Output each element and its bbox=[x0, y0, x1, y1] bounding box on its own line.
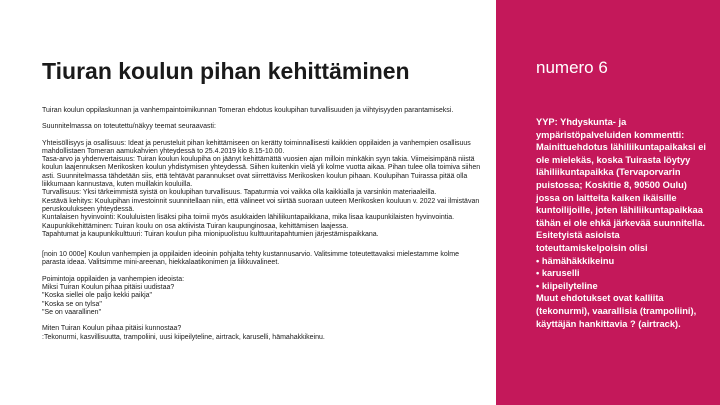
themes-heading: Suunnitelmassa on toteutettu/näkyy teemat seuraavasti: bbox=[42, 123, 216, 131]
sidebar-bullet: • hämähäkkikeinu bbox=[536, 255, 615, 266]
theme-line: Tasa-arvo ja yhdenvertaisuus: Tuiran koulun koulupiha on jäänyt kehittämättä vuosien ajan milloin minkäkin syyn takia. Viimeisimpänä niistä koulun laajennuksen Merikosken koulun yhdistymisen yhteydessä. Siihen kuitenkin vielä yli kolme vuotta aikaa. Pihan tulee olla toimiva siihen asti. Suunnitelmassa tähdetään siis, että tehtävät parannukset ovat siirrettäviss Merikosken koulun pihaan. Koulupihan Tuirassa pitää olla liikkumaan kannustava, kuten muillakin kouluilla. bbox=[42, 156, 481, 189]
sidebar-bullet: • karuselli bbox=[536, 268, 580, 279]
sidebar-line: Muut ehdotukset ovat kalliita (tekonurmi), vaarallisia (trampoliini), käyttäjän hankittavia ? (airtrack). bbox=[536, 293, 697, 329]
cost-paragraph: [noin 10 000e] Koulun vanhempien ja oppilaiden ideoinin pohjalta tehty kustannusarvio. Valitsimme toteutettavaksi mielestamme kolme parasta ideaa. Valitsimme mini-areenan, hiekkalaatikonimen ja liikkuvalineet. bbox=[42, 251, 460, 267]
theme-line: Kestävä kehitys: Koulupihan investoinnit suunnitellaan niin, että välineet voi siirtää suoraan uuteen Merikosken kouluun v. 2022 vai ilmistävan peruskoulukseen yhteydessä. bbox=[42, 197, 480, 213]
sidebar-comment bbox=[536, 116, 712, 330]
theme-line: Kuntalaisen hyvinvointi: Koululuisten lisäksi piha toimii myös asukkaiden lähiliikuntapaikkana, mika lisaa kaupunkilaisten hyvinvointia. bbox=[42, 214, 455, 222]
intro-paragraph: Tuiran koulun oppilaskunnan ja vanhempaintoimikunnan Tomeran ehdotus koulupihan turvallisuuden ja viihtyisyyden parantamiseksi. bbox=[42, 107, 454, 114]
theme-line: Yhteisöllisyys ja osallisuus: Ideat ja perusteluit pihan kehittämiseen on kerätty toiminnallisesti kaikkien oppilaiden ja vanhempien osallisuus mahdollistaen Tomeran aamukahvien yhteydessä to 25.4.2019 klo 8.15-10.00. bbox=[42, 139, 471, 155]
theme-line: Kaupunkikehittäminen: Tuiran koulu on osa aktiivista Tuiran kaupunginosaa, kehittämisen laajessa. bbox=[42, 222, 349, 230]
quotes-line: "Koska siellei ole paljo kekki paikja" bbox=[42, 292, 153, 300]
improvements-line: :Tekonurmi, kasvillisuutta, trampoliini, uusi kiipeilyteline, airtrack, karuselli, hämahakkikeinu. bbox=[42, 333, 325, 341]
quotes-line: Poimintoja oppilaiden ja vanhempien ideoista: bbox=[42, 275, 185, 283]
improvements-line: Miten Tuiran Koulun pihaa pitäisi kunnostaa? bbox=[42, 325, 182, 333]
quotes-line: "Koska se on tylsa" bbox=[42, 300, 102, 308]
slide-title: Tiuran koulun pihan kehittäminen bbox=[42, 58, 410, 84]
sidebar-line: Esitetyistä asioista toteuttamiskelpoisin olisi bbox=[536, 230, 648, 253]
sidebar-number-label: numero 6 bbox=[536, 58, 608, 77]
theme-line: Tapahtumat ja kaupunkikulttuuri: Tuiran koulun piha mionipuolistuu kulttuuritapahtumien järjestämispaikkana. bbox=[42, 230, 379, 238]
theme-line: Turvallisuus: Yksi tärkeimmistä syistä on koulupihan turvallisuus. Tapaturmia voi vaikka olla kaikkialla ja varsinkin materiaaleilla. bbox=[42, 189, 437, 197]
sidebar-bullet: • kiipeilyteline bbox=[536, 280, 598, 291]
quotes-line: Miksi Tuiran Koulun pihaa pitäisi uudistaa? bbox=[42, 284, 175, 292]
quotes-line: "Se on vaarallinen" bbox=[42, 308, 102, 316]
body-text bbox=[42, 107, 482, 342]
sidebar-line: YYP: Yhdyskunta- ja ympäristöpalveluiden kommentti: Mainittuehdotus lähiliikuntapaikaksi ei ole mielekäs, koska Tuirasta löytyy lähiliikuntapaikka (Tervaporvarin puistossa; Koskitie 8, 90500 Oulu) jossa on laitteita kaiken ikäisille kuntoilijoille, joten lähiliikuntapaikkaa tähän ei ole ehkä järkevää suunnitella. bbox=[536, 117, 706, 228]
